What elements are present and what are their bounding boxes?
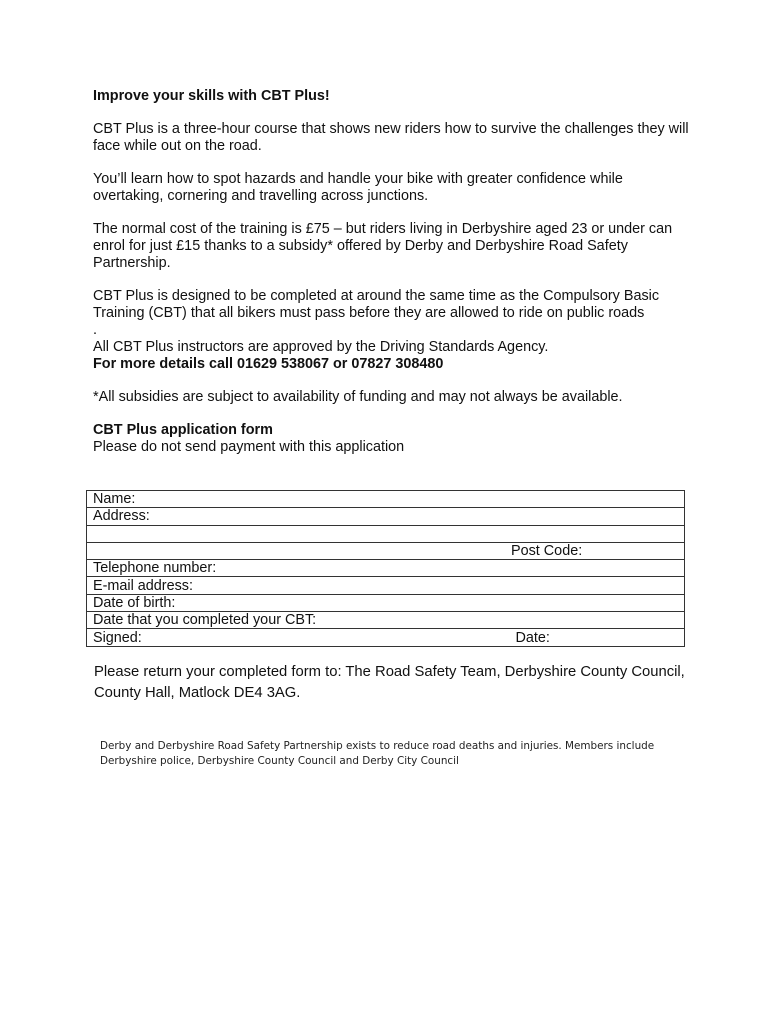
address-blank <box>87 525 685 542</box>
form-row-postcode[interactable] <box>87 542 685 559</box>
document-body <box>93 88 693 456</box>
dob-label: Date of birth: <box>87 594 685 611</box>
form-row-email[interactable] <box>87 577 685 594</box>
name-label: Name: <box>87 491 685 508</box>
address-label: Address: <box>87 508 685 525</box>
postcode-cell <box>87 542 685 559</box>
form-row-address[interactable] <box>87 508 685 525</box>
application-form-table <box>86 490 685 647</box>
form-row-cbt-date[interactable] <box>87 612 685 629</box>
footer-note: Derby and Derbyshire Road Safety Partnership exists to reduce road deaths and injuries. Members include Derbyshire police, Derbyshire County Council and Derby City Council <box>100 740 655 767</box>
postcode-label: Post Code: <box>511 543 583 560</box>
form-row-address-line[interactable] <box>87 525 685 542</box>
return-instructions: Please return your completed form to: The Road Safety Team, Derbyshire County Council, County Hall, Matlock DE4 3AG. <box>94 664 685 701</box>
stray-dot: . <box>93 322 97 338</box>
design-paragraph: CBT Plus is designed to be completed at around the same time as the Compulsory Basic Training (CBT) that all bikers must pass before they are allowed to ride on public roads <box>93 288 660 321</box>
learn-paragraph: You’ll learn how to spot hazards and handle your bike with greater confidence while overtaking, cornering and travelling across junctions. <box>93 171 623 204</box>
form-note: Please do not send payment with this application <box>93 439 405 455</box>
cost-paragraph: The normal cost of the training is £75 – but riders living in Derbyshire aged 23 or under can enrol for just £15 thanks to a subsidy* offered by Derby and Derbyshire Road Safety Partnership. <box>93 221 673 271</box>
form-row-name[interactable] <box>87 491 685 508</box>
contact-details: For more details call 01629 538067 or 07827 308480 <box>93 356 444 372</box>
cbt-date-label: Date that you completed your CBT: <box>87 612 685 629</box>
date-label: Date: <box>515 629 550 646</box>
form-row-signed[interactable] <box>87 629 685 646</box>
email-label: E-mail address: <box>87 577 685 594</box>
page-heading: Improve your skills with CBT Plus! <box>93 88 330 104</box>
form-title: CBT Plus application form <box>93 422 273 438</box>
form-row-telephone[interactable] <box>87 560 685 577</box>
telephone-label: Telephone number: <box>87 560 685 577</box>
signed-cell <box>87 629 685 646</box>
form-row-dob[interactable] <box>87 594 685 611</box>
instructors-paragraph: All CBT Plus instructors are approved by the Driving Standards Agency. <box>93 339 549 355</box>
intro-paragraph: CBT Plus is a three-hour course that shows new riders how to survive the challenges they will face while out on the road. <box>93 121 689 154</box>
signed-label: Signed: <box>93 629 142 646</box>
subsidies-note: *All subsidies are subject to availability of funding and may not always be available. <box>93 389 623 405</box>
